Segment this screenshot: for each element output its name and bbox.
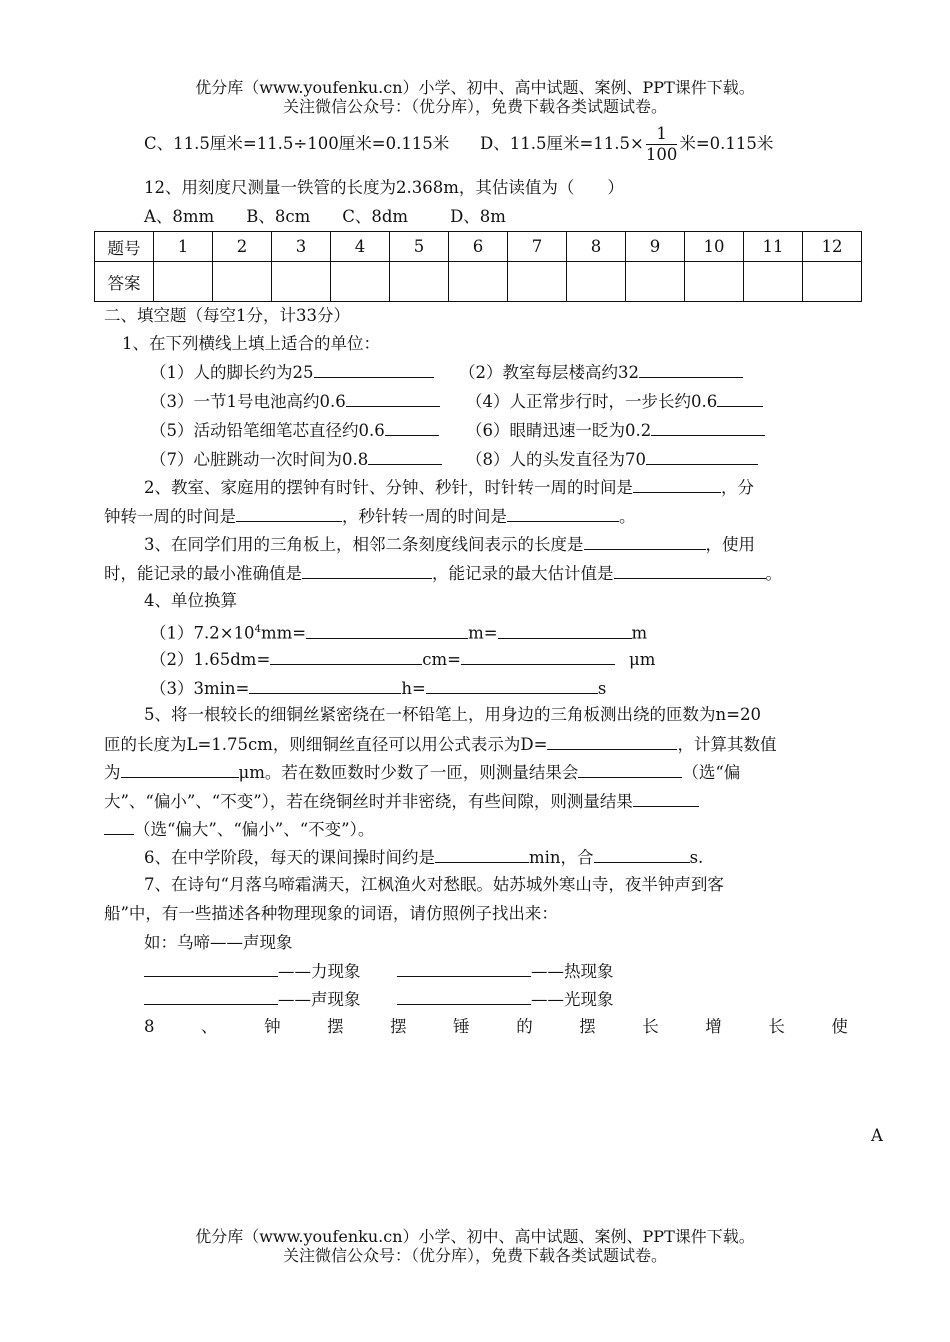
table-cell: 5 — [390, 232, 449, 262]
q7-pair-4 — [397, 987, 614, 1012]
fraction-denominator: 100 — [645, 145, 678, 164]
q5-text-f: （选“偏 — [682, 763, 741, 782]
table-cell: 11 — [744, 232, 803, 262]
table-cell: 7 — [508, 232, 567, 262]
q6-text-b: min，合 — [529, 848, 594, 867]
q11-d-prefix: D、11.5厘米=11.5× — [480, 134, 644, 153]
q4-line-3 — [150, 676, 606, 701]
blank[interactable] — [249, 676, 401, 694]
table-cell: 4 — [331, 232, 390, 262]
q5-text-h: （选“偏大”、“偏小”、“不变”）。 — [134, 820, 375, 839]
q4-stem: 4、单位换算 — [144, 591, 237, 610]
q5-text-b: 匝的长度为L=1.75cm，则细铜丝直径可以用公式表示为D= — [104, 735, 548, 754]
q1-item-4: （4）人正常步行时，一步长约0.6 — [466, 392, 718, 411]
q11-option-c: C、11.5厘米=11.5÷100厘米=0.115米 — [144, 134, 450, 153]
q2-text-e: 。 — [619, 507, 636, 526]
q8-char: 锤 — [453, 1017, 470, 1036]
q4-1-text-d: m — [631, 623, 648, 643]
q7-pair-3 — [144, 987, 361, 1012]
blank[interactable] — [104, 817, 134, 835]
q1-item-8: （8）人的头发直径为70 — [466, 450, 646, 469]
blank[interactable] — [633, 789, 699, 807]
q1-row-2 — [150, 389, 440, 414]
q1-row-3b — [466, 418, 765, 443]
stray-letter-a: A — [871, 1126, 883, 1145]
table-cell: 3 — [272, 232, 331, 262]
blank[interactable] — [397, 987, 531, 1005]
q12-stem: 12、用刻度尺测量一铁管的长度为2.368m，其估读值为（ ） — [144, 178, 624, 197]
q2-line-1 — [144, 475, 754, 500]
blank[interactable] — [646, 447, 758, 465]
q12-options — [144, 205, 506, 229]
q4-3-text-c: s — [597, 679, 607, 698]
exponent: 4 — [254, 624, 261, 635]
answer-cell[interactable] — [744, 262, 803, 302]
blank[interactable] — [314, 360, 434, 378]
table-cell: 9 — [626, 232, 685, 262]
blank[interactable] — [547, 732, 677, 750]
q8-char: 长 — [642, 1017, 659, 1036]
q2-text-a: 2、教室、家庭用的摆钟有时针、分钟、秒针，时针转一周的时间是 — [144, 478, 633, 497]
q4-3-text-a: （3）3min= — [150, 679, 250, 698]
q11-d-suffix: 米=0.115米 — [679, 134, 774, 153]
blank[interactable] — [435, 845, 529, 863]
footer-line-2: 关注微信公众号：（优分库），免费下载各类试题试卷。 — [282, 1246, 667, 1265]
q1-item-1: （1）人的脚长约为25 — [150, 363, 314, 382]
q7-label-force: ——力现象 — [278, 962, 361, 981]
blank[interactable] — [368, 447, 442, 465]
q1-item-7: （7）心脏跳动一次时间为0.8 — [150, 450, 369, 469]
q1-stem: 1、在下列横线上填上适合的单位： — [122, 334, 380, 353]
q8-char: 摆 — [390, 1017, 407, 1036]
q7-line-1: 7、在诗句“月落乌啼霜满天，江枫渔火对愁眠。姑苏城外寒山寺，夜半钟声到客 — [144, 875, 724, 894]
q3-text-d: ，能记录的最大估计值是 — [432, 564, 614, 583]
table-cell: 12 — [803, 232, 862, 262]
q4-2-text-a: （2）1.65dm= — [150, 650, 271, 669]
q7-label-heat: ——热现象 — [531, 962, 614, 981]
blank[interactable] — [461, 647, 615, 665]
q1-item-6: （6）眼睛迅速一眨为0.2 — [466, 421, 652, 440]
q8-char: 钟 — [264, 1017, 281, 1036]
q5-text-g: 大”、“偏小”、“不变”），若在绕铜丝时并非密绕，有些间隙，则测量结果 — [104, 792, 633, 811]
q3-line-2 — [104, 561, 782, 586]
q4-1-text-b: mm= — [260, 623, 307, 643]
row-label-answer: 答案 — [95, 262, 154, 302]
table-row-numbers — [95, 232, 862, 262]
q7-pair-1 — [144, 959, 361, 984]
q6-text-a: 6、在中学阶段，每天的课间操时间约是 — [144, 848, 435, 867]
blank[interactable] — [594, 845, 690, 863]
q1-row-2b — [466, 389, 763, 414]
q5-line-3 — [104, 760, 740, 785]
q3-text-b: ，使用 — [705, 535, 755, 554]
q4-2-text-b: cm= — [422, 650, 461, 669]
q7-line-2: 船”中，有一些描述各种物理现象的词语，请仿照例子找出来： — [104, 904, 558, 923]
q2-text-c: 钟转一周的时间是 — [104, 507, 236, 526]
q5-line-4 — [104, 789, 699, 814]
q3-text-c: 时，能记录的最小准确值是 — [104, 564, 302, 583]
table-cell: 6 — [449, 232, 508, 262]
q4-1-text-c: m= — [468, 623, 498, 643]
footer-line-1: 优分库（www.youfenku.cn）小学、初中、高中试题、案例、PPT课件下载。 — [195, 1227, 755, 1246]
header-line-2: 关注微信公众号：（优分库），免费下载各类试题试卷。 — [282, 97, 667, 116]
q4-2-text-c: μm — [629, 650, 656, 669]
answer-cell[interactable] — [626, 262, 685, 302]
q4-3-text-b: h= — [401, 679, 426, 698]
fraction — [646, 124, 678, 165]
q1-row-4b — [466, 447, 758, 472]
answer-cell[interactable] — [449, 262, 508, 302]
q12-option-b: B、8cm — [246, 207, 311, 226]
blank[interactable] — [302, 561, 432, 579]
q11-option-d — [480, 122, 773, 166]
blank[interactable] — [236, 504, 342, 522]
q1-row-1 — [150, 360, 434, 385]
answer-table — [94, 231, 862, 302]
q2-text-d: ，秒针转一周的时间是 — [342, 507, 507, 526]
row-label-number: 题号 — [95, 232, 154, 262]
blank[interactable] — [498, 621, 632, 639]
answer-cell[interactable] — [685, 262, 744, 302]
table-cell: 10 — [685, 232, 744, 262]
blank[interactable] — [651, 418, 765, 436]
answer-cell[interactable] — [567, 262, 626, 302]
q8-char: 摆 — [327, 1017, 344, 1036]
q3-text-e: 。 — [765, 564, 782, 583]
q8-char: 增 — [705, 1017, 722, 1036]
blank[interactable] — [397, 959, 531, 977]
section-2-title: 二、填空题（每空1分，计33分） — [104, 306, 350, 325]
q2-line-2 — [104, 504, 636, 529]
q8-char: 8 — [144, 1017, 155, 1036]
blank[interactable] — [584, 532, 706, 550]
q1-row-4 — [150, 447, 442, 472]
answer-cell[interactable] — [331, 262, 390, 302]
blank[interactable] — [144, 959, 278, 977]
q4-1-text-a: （1）7.2×10 — [150, 623, 255, 643]
q12-option-d: D、8m — [450, 207, 506, 226]
q5-text-c: ，计算其数值 — [677, 735, 777, 754]
q6-line — [144, 845, 703, 870]
table-cell: 2 — [213, 232, 272, 262]
blank[interactable] — [270, 647, 422, 665]
blank[interactable] — [306, 621, 468, 639]
q12-option-a: A、8mm — [144, 207, 215, 226]
table-row-answers — [95, 262, 862, 302]
q8-line — [144, 1015, 848, 1039]
q3-text-a: 3、在同学们用的三角板上，相邻二条刻度线间表示的长度是 — [144, 535, 584, 554]
q8-char: 、 — [201, 1017, 218, 1036]
answer-cell[interactable] — [390, 262, 449, 302]
q2-text-b: ，分 — [721, 478, 754, 497]
table-cell: 8 — [567, 232, 626, 262]
answer-cell[interactable] — [154, 262, 213, 302]
q7-pair-2 — [397, 959, 614, 984]
table-cell: 1 — [154, 232, 213, 262]
blank[interactable] — [385, 418, 439, 436]
q3-line-1 — [144, 532, 755, 557]
q8-char: 长 — [768, 1017, 785, 1036]
blank[interactable] — [144, 987, 278, 1005]
q5-line-2 — [104, 732, 776, 757]
q1-item-2: （2）教室每层楼高约32 — [459, 363, 639, 382]
q4-line-2 — [150, 647, 655, 672]
blank[interactable] — [578, 760, 682, 778]
q1-row-3 — [150, 418, 439, 443]
q7-label-sound: ——声现象 — [278, 990, 361, 1009]
q5-text-d: 为 — [104, 763, 121, 782]
q1-item-3: （3）一节1号电池高约0.6 — [150, 392, 346, 411]
blank[interactable] — [717, 389, 763, 407]
answer-cell[interactable] — [508, 262, 567, 302]
answer-cell[interactable] — [213, 262, 272, 302]
q8-char: 的 — [516, 1017, 533, 1036]
q1-item-5: （5）活动铅笔细笔芯直径约0.6 — [150, 421, 385, 440]
q5-text-e: μm。若在数匝数时少数了一匝，则测量结果会 — [238, 763, 579, 782]
q12-option-c: C、8dm — [342, 207, 409, 226]
blank[interactable] — [639, 360, 743, 378]
q8-char: 摆 — [579, 1017, 596, 1036]
q7-label-light: ——光现象 — [531, 990, 614, 1009]
q1-row-1b — [459, 360, 743, 385]
q4-line-1 — [150, 618, 647, 646]
blank[interactable] — [426, 676, 598, 694]
blank[interactable] — [633, 475, 721, 493]
q5-line-5 — [104, 817, 374, 842]
answer-cell[interactable] — [272, 262, 331, 302]
q6-text-c: s. — [689, 848, 704, 867]
blank[interactable] — [614, 561, 766, 579]
q5-line-1: 5、将一根较长的细铜丝紧密绕在一杯铅笔上，用身边的三角板测出绕的匝数为n=20 — [144, 705, 761, 724]
fraction-numerator: 1 — [646, 124, 678, 145]
blank[interactable] — [507, 504, 619, 522]
header-line-1: 优分库（www.youfenku.cn）小学、初中、高中试题、案例、PPT课件下载。 — [195, 78, 755, 97]
q8-char: 使 — [831, 1017, 848, 1036]
blank[interactable] — [346, 389, 440, 407]
q7-example: 如：乌啼——声现象 — [144, 933, 293, 952]
answer-cell[interactable] — [803, 262, 862, 302]
blank[interactable] — [121, 760, 239, 778]
